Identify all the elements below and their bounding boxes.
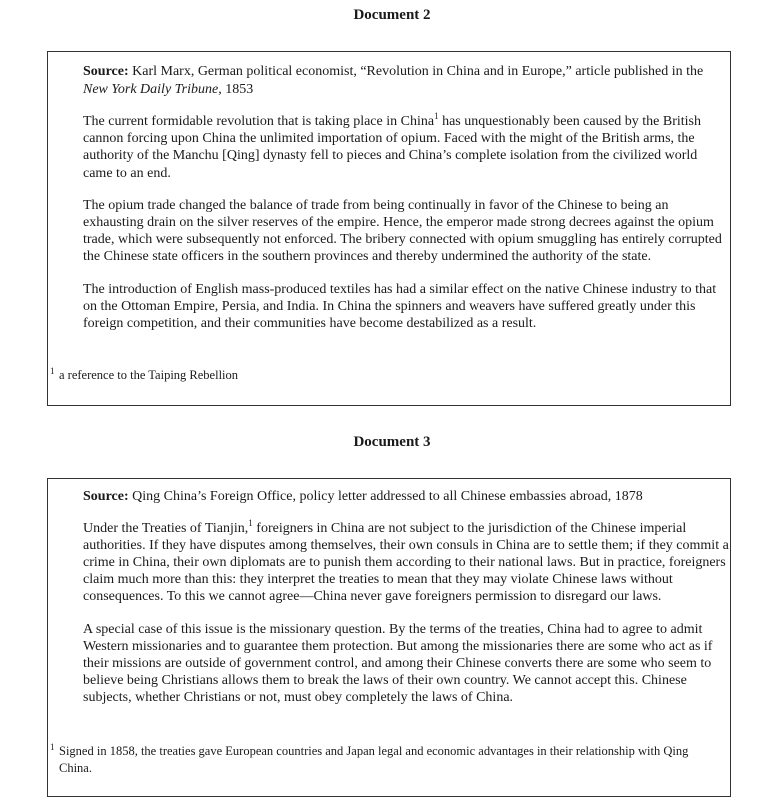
source-year: , 1853 xyxy=(218,81,254,97)
document-2-paragraph-1: The current formidable revolution that is taking place in China$^1$ has unquestionably been caused by the British cannon forcing upon China the unlimited importation of opium. Faced with the might of the British arms, the authority of the Manchu [Qing] dynasty fell to pieces and China’s complete isolation from the civilized world came to an end. xyxy=(83,111,702,181)
footnote-text: Signed in 1858, the treaties gave European countries and Japan legal and economic advantages in their relationship with Qing China. xyxy=(59,744,689,775)
document-2-box xyxy=(47,51,731,406)
document-2-paragraph-2: The opium trade changed the balance of trade from being continually in favor of the Chinese to being an exhausting drain on the silver reserves of the empire. Hence, the emperor made strong decrees against the opium trade, which were subsequently not enforced. The bribery connected with opium smuggling has entirely corrupted the Chinese state officers in the southern provinces and thereby undermined the authority of the state. xyxy=(83,197,722,265)
footnote-reference: 1 xyxy=(248,517,253,528)
document-3-paragraph-1: Under the Treaties of Tianjin,$^1$ foreigners in China are not subject to the jurisdiction of the Chinese imperial authorities. If they have disputes among themselves, their own consuls in China are to settle them; if they commit a crime in China, their own diplomats are to punish them according to their national laws. But in practice, foreigners claim much more than this: they interpret the treaties to mean that they may violate Chinese laws without consequences. To this we cannot agree—China never gave foreigners permission to disregard our laws. xyxy=(83,517,729,605)
document-3-paragraph-2: A special case of this issue is the missionary question. By the terms of the treaties, China had to agree to admit Western missionaries and to guarantee them protection. But among the missionaries there are some who act as if their missions are outside of government control, and among their Chinese converts there are some who seem to believe being Christians allows them to break the laws of their own country. We cannot accept this. Chinese subjects, whether Christians or not, must obey completely the laws of China. xyxy=(83,621,713,706)
source-publication: New York Daily Tribune xyxy=(83,81,219,97)
document-3-box xyxy=(47,478,731,797)
document-3-footnote xyxy=(50,743,710,777)
document-2-footnote xyxy=(50,367,710,384)
source-text: Karl Marx, German political economist, “Revolution in China and in Europe,” article published in the xyxy=(128,64,704,79)
document-2-source xyxy=(83,63,730,98)
source-label: Source: xyxy=(83,489,129,504)
document-2-heading: Document 2 xyxy=(353,7,431,23)
document-3-source xyxy=(83,488,730,506)
source-text: Qing China’s Foreign Office, policy letter addressed to all Chinese embassies abroad, 1878 xyxy=(128,489,643,504)
document-2-paragraph-3: The introduction of English mass-produced textiles has had a similar effect on the native Chinese industry to that on the Ottoman Empire, Persia, and India. In China the spinners and weavers have suffered greatly under this foreign competition, and their communities have become destabilized as a result. xyxy=(83,281,717,332)
document-3-heading: Document 3 xyxy=(353,434,431,450)
footnote-mark: 1 xyxy=(50,742,55,752)
footnote-reference: 1 xyxy=(434,111,439,121)
footnote-text: a reference to the Taiping Rebellion xyxy=(59,368,239,382)
footnote-mark: 1 xyxy=(50,366,55,376)
source-label: Source: xyxy=(83,64,129,79)
